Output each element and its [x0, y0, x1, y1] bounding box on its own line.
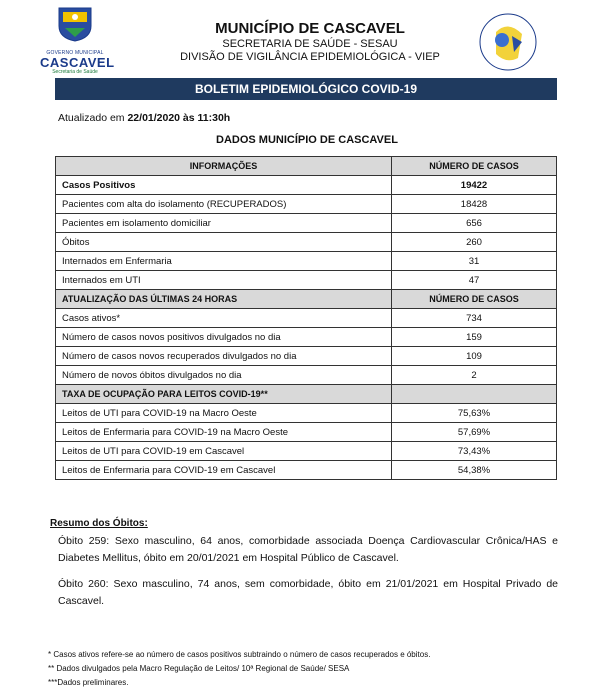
- header-numero-casos: NÚMERO DE CASOS: [392, 157, 557, 176]
- row-value: 260: [392, 233, 557, 252]
- subhead-label: TAXA DE OCUPAÇÃO PARA LEITOS COVID-19**: [56, 385, 392, 404]
- row-label: Número de casos novos recuperados divulgados no dia: [56, 347, 392, 366]
- header-informacoes: INFORMAÇÕES: [56, 157, 392, 176]
- subtitle-secretaria: SECRETARIA DE SAÚDE - SESAU: [222, 38, 398, 50]
- coat-of-arms-icon: [55, 6, 95, 42]
- row-label: Leitos de UTI para COVID-19 em Cascavel: [56, 442, 392, 461]
- section-title: DADOS MUNICÍPIO DE CASCAVEL: [216, 134, 398, 146]
- table-row: [56, 461, 557, 480]
- subhead-value: NÚMERO DE CASOS: [392, 290, 557, 309]
- footnotes: [48, 648, 430, 690]
- table-row: [56, 423, 557, 442]
- row-value: 109: [392, 347, 557, 366]
- subhead-row-24h: [56, 290, 557, 309]
- bulletin-banner: BOLETIM EPIDEMIOLÓGICO COVID-19: [55, 78, 557, 100]
- row-label: Óbitos: [56, 233, 392, 252]
- updated-line: [58, 112, 230, 124]
- row-label: Leitos de Enfermaria para COVID-19 em Cascavel: [56, 461, 392, 480]
- subhead-label: ATUALIZAÇÃO DAS ÚLTIMAS 24 HORAS: [56, 290, 392, 309]
- table-row: [56, 214, 557, 233]
- table-row: [56, 404, 557, 423]
- row-value: 31: [392, 252, 557, 271]
- table-row: [56, 195, 557, 214]
- table-row: [56, 347, 557, 366]
- footnote-1: * Casos ativos refere-se ao número de casos positivos subtraindo o número de casos recuperados e óbitos.: [48, 650, 431, 659]
- footnote-2: ** Dados divulgados pela Macro Regulação de Leitos/ 10ª Regional de Saúde/ SESA: [48, 664, 350, 673]
- row-value: 656: [392, 214, 557, 233]
- logo-gov-text: GOVERNO MUNICIPAL: [46, 50, 104, 56]
- updated-value: 22/01/2020 às 11:30h: [127, 112, 231, 124]
- footnote-3: ***Dados preliminares.: [48, 678, 129, 687]
- row-value: 19422: [392, 176, 557, 195]
- row-value: 47: [392, 271, 557, 290]
- cases-table: [55, 156, 557, 480]
- row-value: 734: [392, 309, 557, 328]
- row-value: 18428: [392, 195, 557, 214]
- row-value: 2: [392, 366, 557, 385]
- subhead-value: [392, 385, 557, 404]
- viep-logo-icon: [478, 12, 538, 72]
- row-value: 159: [392, 328, 557, 347]
- row-label: Leitos de Enfermaria para COVID-19 na Macro Oeste: [56, 423, 392, 442]
- table-header-row: [56, 157, 557, 176]
- page-title: MUNICÍPIO DE CASCAVEL: [215, 20, 405, 37]
- row-label: Número de casos novos positivos divulgados no dia: [56, 328, 392, 347]
- row-value: 54,38%: [392, 461, 557, 480]
- row-label: Casos ativos*: [56, 309, 392, 328]
- subtitle-divisao: DIVISÃO DE VIGILÂNCIA EPIDEMIOLÓGICA - VIEP: [180, 51, 440, 63]
- row-label: Casos Positivos: [56, 176, 392, 195]
- header-titles: [140, 20, 480, 64]
- table-row: [56, 309, 557, 328]
- resumo-obitos-title: Resumo dos Óbitos:: [50, 518, 148, 529]
- row-value: 75,63%: [392, 404, 557, 423]
- table-row: [56, 271, 557, 290]
- row-value: 73,43%: [392, 442, 557, 461]
- logo-city-text: CASCAVEL: [40, 55, 115, 70]
- row-label: Internados em UTI: [56, 271, 392, 290]
- row-label: Internados em Enfermaria: [56, 252, 392, 271]
- updated-prefix: Atualizado em: [58, 112, 128, 124]
- table-row: [56, 233, 557, 252]
- obito-260-paragraph: Óbito 260: Sexo masculino, 74 anos, sem comorbidade, óbito em 21/01/2021 em Hospital Privado de Cascavel.: [58, 578, 558, 607]
- row-label: Leitos de UTI para COVID-19 na Macro Oeste: [56, 404, 392, 423]
- table-row: [56, 442, 557, 461]
- table-row: [56, 252, 557, 271]
- row-label: Pacientes com alta do isolamento (RECUPERADOS): [56, 195, 392, 214]
- subhead-row-ocupacao: [56, 385, 557, 404]
- row-value: 57,69%: [392, 423, 557, 442]
- row-label: Número de novos óbitos divulgados no dia: [56, 366, 392, 385]
- table-row: [56, 366, 557, 385]
- cascavel-logo: [40, 6, 115, 75]
- row-label: Pacientes em isolamento domiciliar: [56, 214, 392, 233]
- table-row: [56, 176, 557, 195]
- logo-secretaria-text: Secretaria de Saúde: [52, 69, 98, 75]
- obito-259-paragraph: Óbito 259: Sexo masculino, 64 anos, comorbidade associada Doença Cardiovascular Crônica/HAS e Diabetes Mellitus, óbito em 20/01/2021 em Hospital Público de Cascavel.: [58, 535, 558, 564]
- table-row: [56, 328, 557, 347]
